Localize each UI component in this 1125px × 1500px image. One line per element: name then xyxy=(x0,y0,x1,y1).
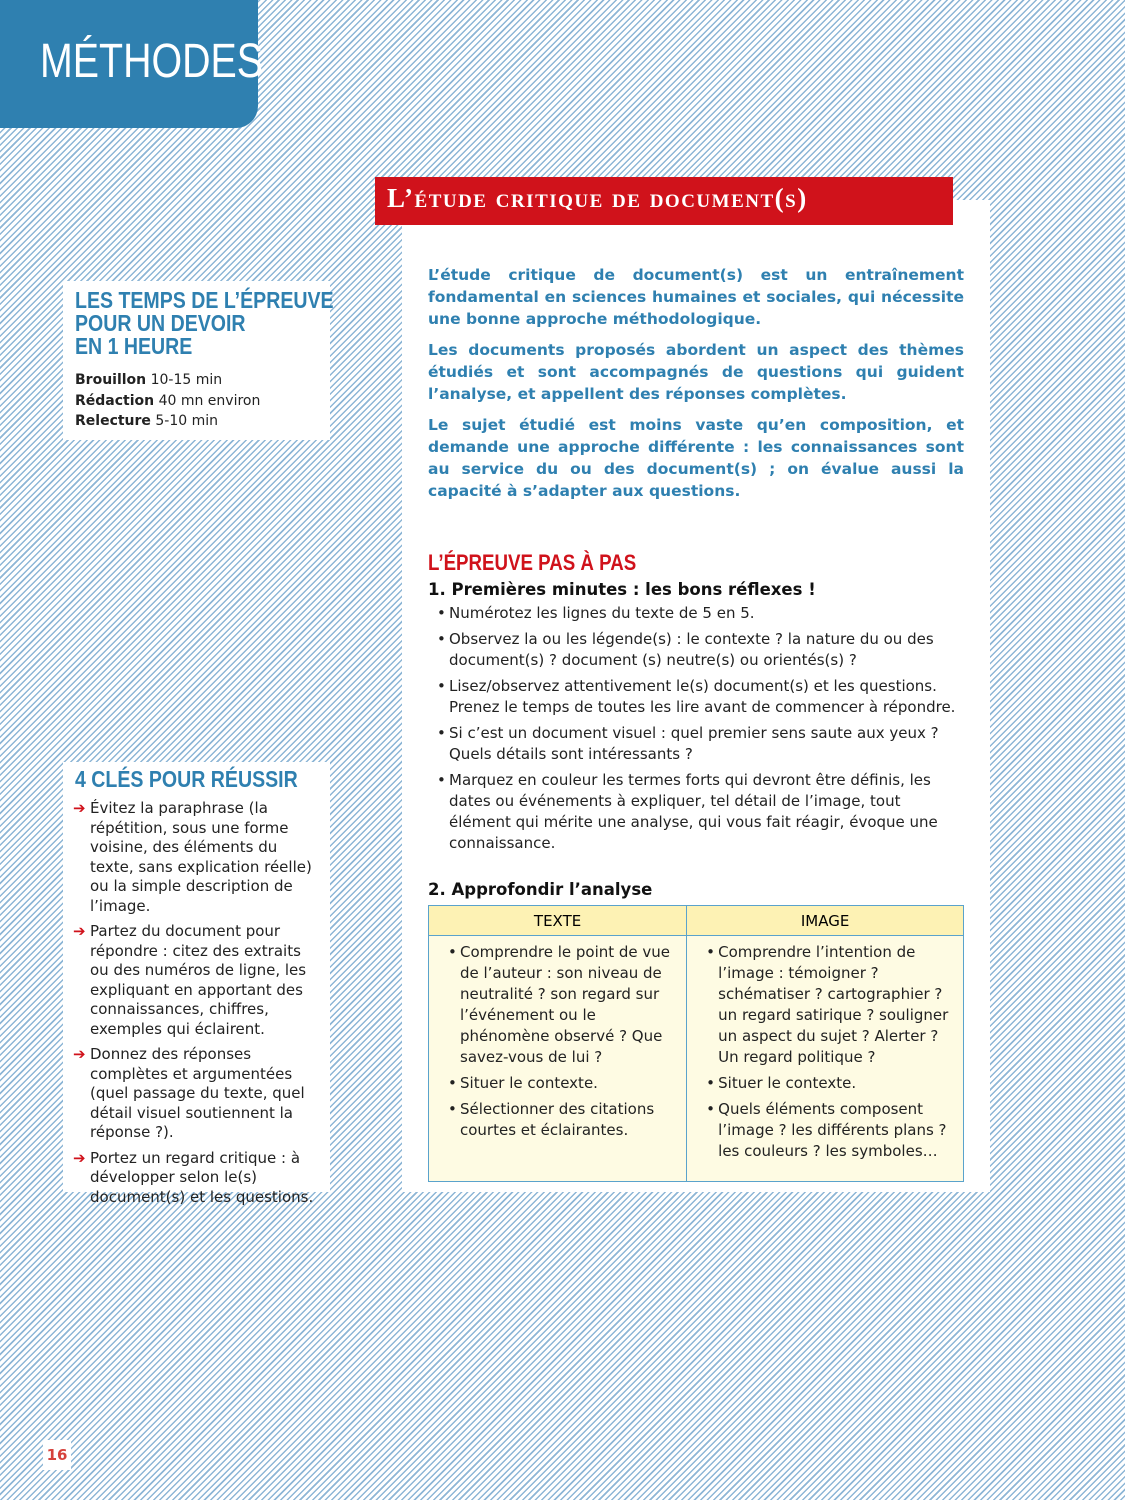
arrow-icon: ➔ xyxy=(73,1045,86,1063)
image-item: • Comprendre l’intention de l’image : témoigner ? schématiser ? cartographier ? un regard satirique ? souligner un aspect du sujet ? Alerter ? Un regard politique ? xyxy=(697,942,953,1068)
time-item xyxy=(75,411,318,432)
texte-cell xyxy=(429,936,687,1182)
image-item: • Situer le contexte. xyxy=(697,1073,953,1094)
time-label: Brouillon xyxy=(75,372,147,388)
key-item xyxy=(75,799,318,916)
step-item: • Lisez/observez attentivement le(s) document(s) et les questions. Prenez le temps de toutes les lire avant de commencer à répondre. xyxy=(428,676,964,718)
page-number: 16 xyxy=(43,1440,71,1470)
time-label: Relecture xyxy=(75,413,151,429)
step-item: • Observez la ou les légende(s) : le contexte ? la nature du ou des document(s) ? document (s) neutre(s) ou orientés(s) ? xyxy=(428,629,964,671)
column-header-image: IMAGE xyxy=(687,906,964,936)
key-text: Évitez la paraphrase (la répétition, sous une forme voisine, des éléments du texte, sans explication réelle) ou la simple description de l’image. xyxy=(90,799,312,915)
texte-item: • Comprendre le point de vue de l’auteur : son niveau de neutralité ? son regard sur l’événement ou le phénomène observé ? Que savez-vous de lui ? xyxy=(439,942,676,1068)
time-label: Rédaction xyxy=(75,392,155,409)
key-text: Donnez des réponses complètes et argumentées (quel passage du texte, quel détail visuel soutiennent la réponse ?). xyxy=(90,1045,305,1141)
intro-paragraph: Le sujet étudié est moins vaste qu’en composition, et demande une approche différente : les connaissances sont au service du ou des document(s) ; on évalue aussi la capacité à s’adapter aux questions. xyxy=(428,416,964,500)
times-heading xyxy=(75,287,334,359)
times-box xyxy=(63,281,334,440)
times-heading-line: POUR UN DEVOIR xyxy=(75,310,246,336)
step2-heading: 2. Approfondir l’analyse xyxy=(428,880,653,899)
analysis-table xyxy=(428,905,964,1182)
key-text: Portez un regard critique : à développer selon le(s) document(s) et les questions. xyxy=(90,1148,314,1206)
intro-paragraph: Les documents proposés abordent un aspect des thèmes étudiés et sont accompagnés de questions qui guident l’analyse, et appellent des réponses complètes. xyxy=(428,341,964,403)
keys-heading: 4 CLÉS POUR RÉUSSIR xyxy=(75,766,298,792)
key-item xyxy=(75,922,318,1039)
key-item xyxy=(75,1149,318,1208)
section-tab xyxy=(0,0,264,128)
image-cell xyxy=(687,936,964,1182)
texte-item: • Situer le contexte. xyxy=(439,1073,676,1094)
step1-heading: 1. Premières minutes : les bons réflexes ! xyxy=(428,580,816,599)
key-text: Partez du document pour répondre : citez des extraits ou des numéros de ligne, les expliquant en apportant des connaissances, chiffres, exemples qui éclairent. xyxy=(90,922,307,1038)
time-value: 5-10 min xyxy=(155,413,219,429)
arrow-icon: ➔ xyxy=(73,799,86,817)
key-item xyxy=(75,1045,318,1143)
time-item xyxy=(75,370,318,391)
image-item: • Quels éléments composent l’image ? les différents plans ? les couleurs ? les symboles… xyxy=(697,1099,953,1162)
times-heading-line: LES TEMPS DE L’ÉPREUVE xyxy=(75,287,334,313)
steps-heading: L’ÉPREUVE PAS À PAS xyxy=(428,550,637,575)
time-item xyxy=(75,391,318,412)
times-heading-line: EN 1 HEURE xyxy=(75,333,193,359)
page-title: L’étude critique de document(s) xyxy=(375,177,953,225)
main-panel xyxy=(402,200,990,1192)
section-tab-label: MÉTHODES xyxy=(40,35,264,88)
arrow-icon: ➔ xyxy=(73,1148,86,1167)
intro-paragraph: L’étude critique de document(s) est un entraînement fondamental en sciences humaines et sociales, qui nécessite une bonne approche méthodologique. xyxy=(428,266,964,328)
time-value: 40 mn environ xyxy=(158,392,261,409)
texte-item: • Sélectionner des citations courtes et éclairantes. xyxy=(439,1099,676,1141)
step-item: • Si c’est un document visuel : quel premier sens saute aux yeux ? Quels détails sont intéressants ? xyxy=(428,723,964,765)
column-header-texte: TEXTE xyxy=(429,906,687,936)
arrow-icon: ➔ xyxy=(73,922,86,940)
intro xyxy=(428,264,964,502)
step-item: • Numérotez les lignes du texte de 5 en 5. xyxy=(428,603,964,624)
step-item: • Marquez en couleur les termes forts qui devront être définis, les dates ou événements à expliquer, tel détail de l’image, tout élément qui mérite une analyse, qui vous fait réagir, évoque une connaissance. xyxy=(428,770,964,854)
keys-box xyxy=(63,762,330,1206)
time-value: 10-15 min xyxy=(150,372,223,388)
